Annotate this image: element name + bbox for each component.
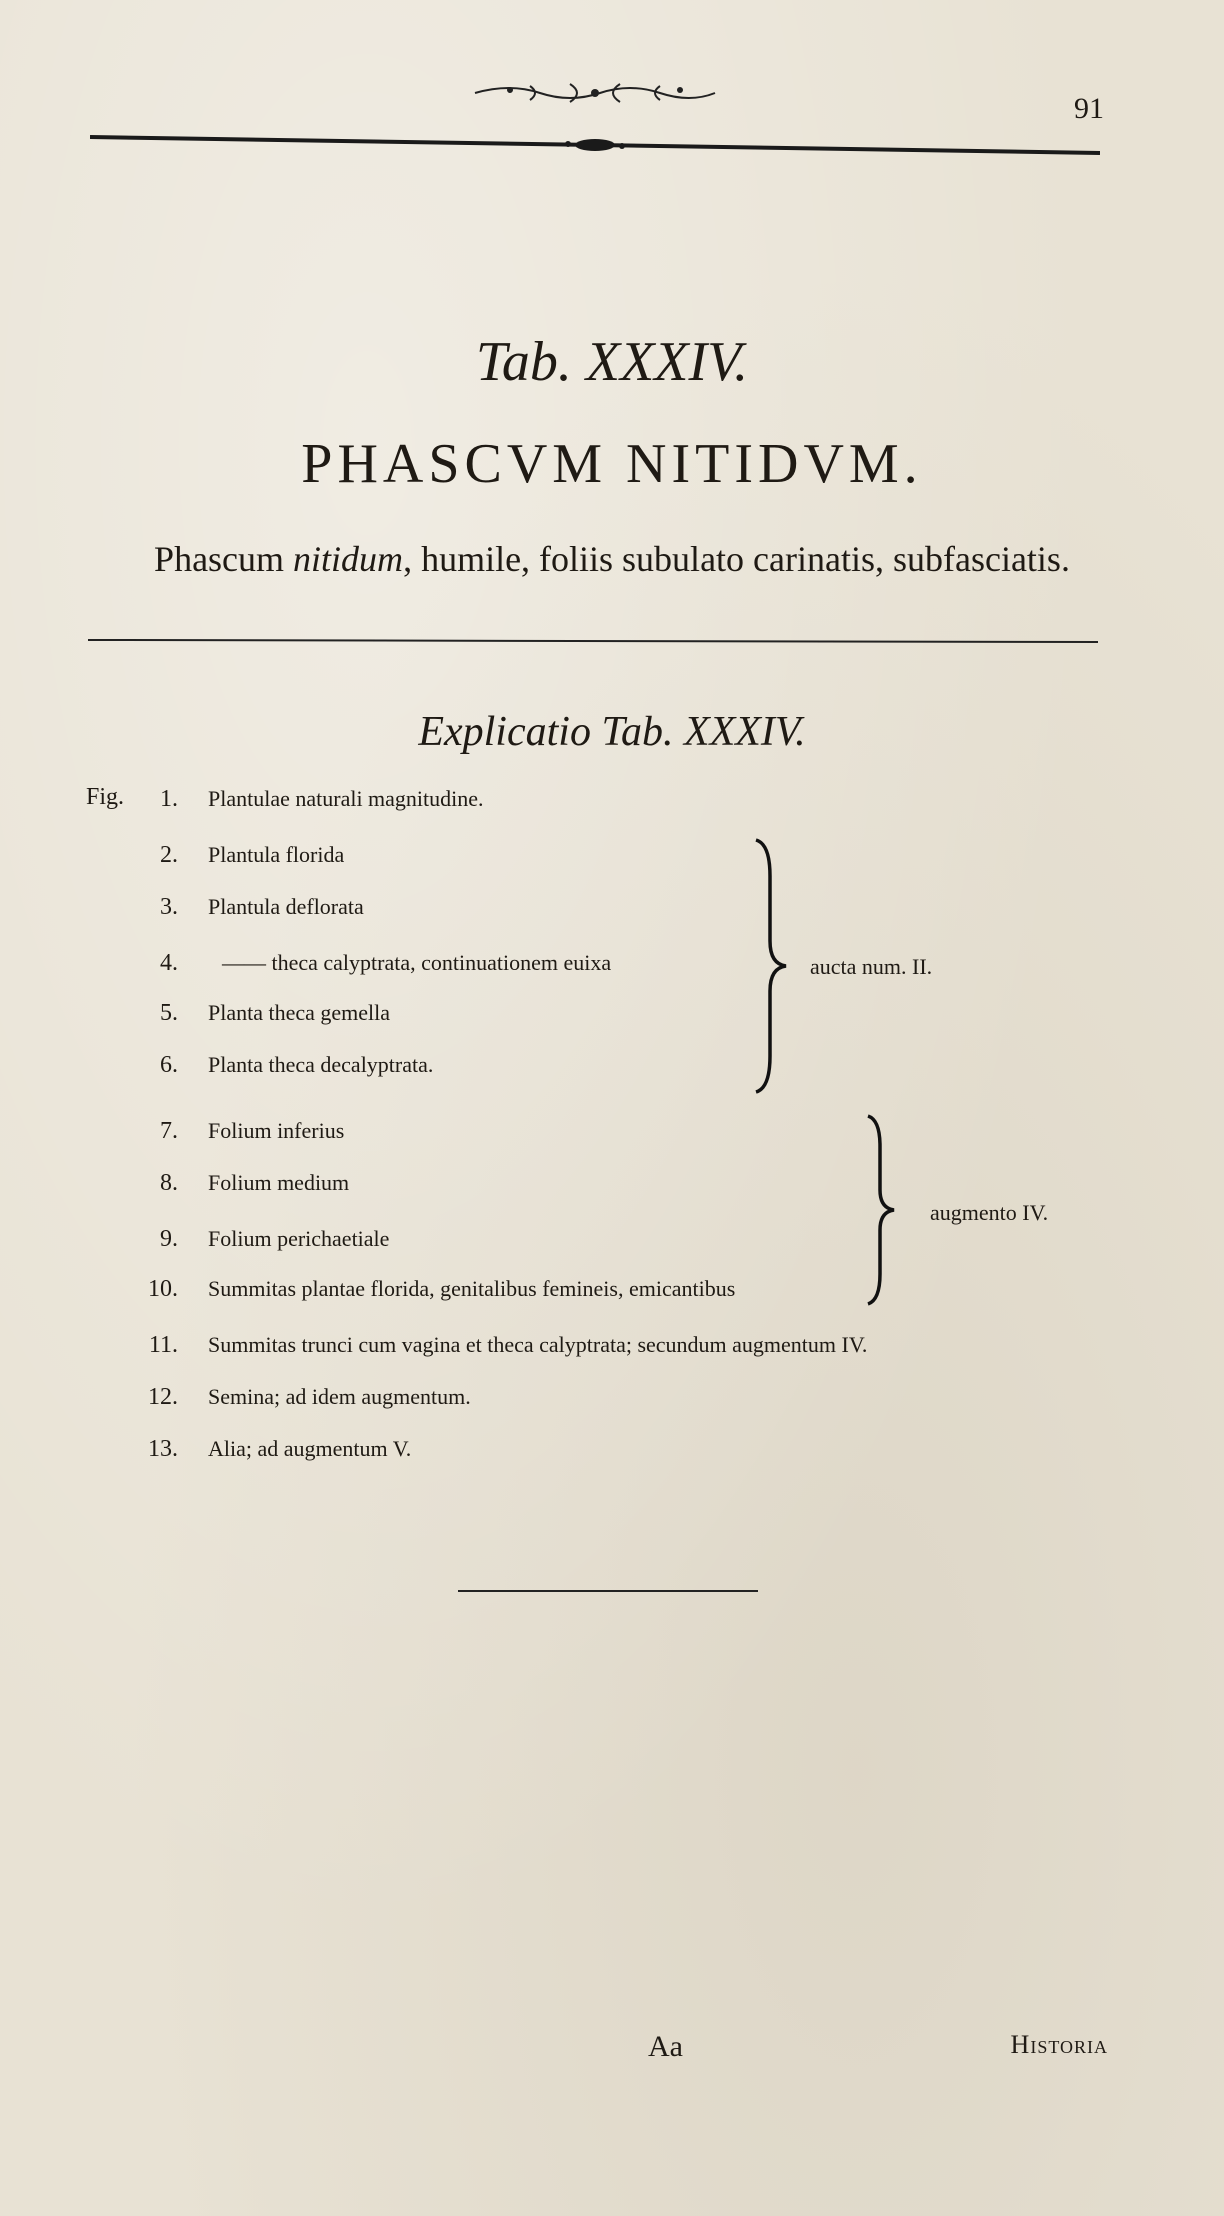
catchword: Historia <box>1010 2030 1108 2059</box>
figure-caption: —— theca calyptrata, continuationem euixa <box>222 950 612 975</box>
figure-caption: Plantula deflorata <box>208 894 364 919</box>
figure-number: 3. <box>160 894 178 920</box>
page-number: 91 <box>1074 92 1104 125</box>
figure-caption: Summitas plantae florida, genitalibus femineis, emicantibus <box>208 1276 736 1301</box>
diagnosis-text-post: , humile, foliis subulato carinatis, subfasciatis. <box>403 539 1070 579</box>
figure-caption: Planta theca decalyptrata. <box>208 1052 434 1077</box>
signature-mark: Aa <box>648 2030 683 2063</box>
figure-caption: Planta theca gemella <box>208 1000 391 1025</box>
figure-number: 2. <box>160 842 178 868</box>
header-ornament <box>470 78 720 108</box>
group-label-augmento: augmento IV. <box>930 1200 1049 1225</box>
diagnosis-text-pre: Phascum <box>154 539 294 579</box>
right-brace-icon <box>748 836 798 1096</box>
figure-number: 11. <box>148 1332 178 1358</box>
figure-number: 6. <box>160 1052 178 1078</box>
group-label-aucta: aucta num. II. <box>810 954 933 979</box>
explicatio-title: Explicatio Tab. XXXIV. <box>418 709 806 755</box>
section-rule <box>88 639 1098 643</box>
figure-number: 10. <box>148 1276 178 1302</box>
figure-number: 9. <box>160 1226 178 1252</box>
header-rule <box>90 128 1100 158</box>
tab-title: Tab. XXXIV. <box>475 331 749 393</box>
figure-number: 4. <box>160 950 178 976</box>
species-diagnosis <box>0 538 1224 580</box>
figure-number: 12. <box>148 1384 178 1410</box>
figure-caption: Folium perichaetiale <box>208 1226 390 1251</box>
figure-number: 13. <box>148 1436 178 1462</box>
figure-caption: Alia; ad augmentum V. <box>208 1436 412 1461</box>
figure-number: 5. <box>160 1000 178 1026</box>
figure-number: 8. <box>160 1170 178 1196</box>
figure-caption: Plantula florida <box>208 842 345 867</box>
figure-caption: Summitas trunci cum vagina et theca calyptrata; secundum augmentum IV. <box>208 1332 868 1357</box>
figure-caption: Semina; ad idem augmentum. <box>208 1384 471 1409</box>
end-rule <box>458 1590 758 1592</box>
figure-caption: Plantulae naturali magnitudine. <box>208 786 484 811</box>
figure-number: 1. <box>160 786 178 812</box>
figure-caption: Folium inferius <box>208 1118 345 1143</box>
figure-caption: Folium medium <box>208 1170 350 1195</box>
diagnosis-text-italic: nitidum <box>293 539 404 579</box>
fig-label: Fig. <box>86 784 125 810</box>
figure-number: 7. <box>160 1118 178 1144</box>
species-title: PHASCVM NITIDVM. <box>301 433 923 495</box>
right-brace-icon <box>862 1112 902 1308</box>
